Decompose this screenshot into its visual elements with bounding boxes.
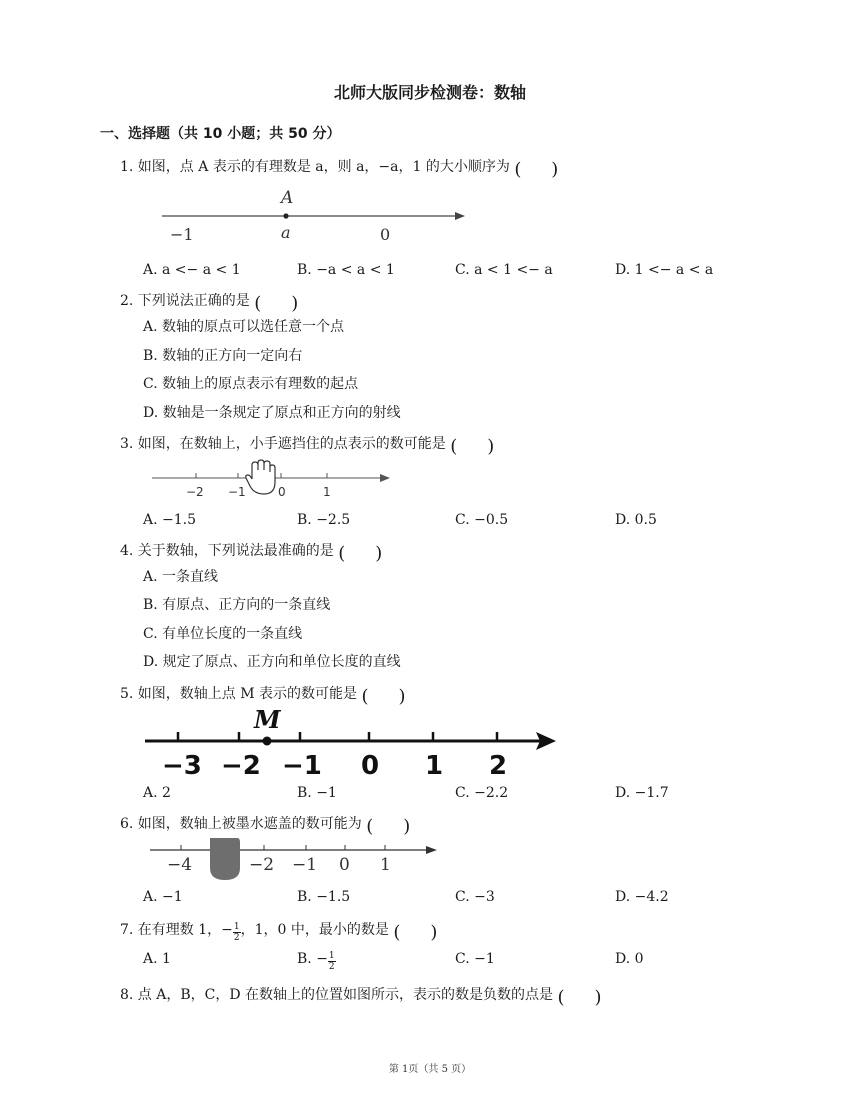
question-7-text: 7. 在有理数 1，− <box>120 922 233 938</box>
ink-blot-icon <box>210 838 240 880</box>
point-a-label: A <box>281 188 294 208</box>
option-a[interactable]: A. −1 <box>143 889 183 905</box>
page-footer: 第 1页（共 5 页） <box>388 1064 472 1075</box>
option-c[interactable]: C. −1 <box>455 951 495 967</box>
option-c[interactable]: C. a < 1 <− a <box>455 262 553 278</box>
tick-label: −2 <box>186 485 204 499</box>
tick-label: −1 <box>282 751 322 781</box>
option-d[interactable]: D. −1.7 <box>615 785 669 801</box>
question-7-stem: 7. 在有理数 1，− $\frac{1}{2}$ ，1，0 中，最小的数是 ( ) <box>120 922 438 943</box>
section-heading: 一、选择题（共 10 小题；共 50 分） <box>100 126 341 142</box>
tick-label: 0 <box>339 855 350 875</box>
question-3-stem: 3. 如图，在数轴上，小手遮挡住的点表示的数可能是 ( ) <box>120 436 495 457</box>
tick-label: 1 <box>380 855 391 875</box>
option-d[interactable]: D. −4.2 <box>615 889 669 905</box>
question-8-text: 8. 点 A，B，C，D 在数轴上的位置如图所示，表示的数是负数的点是 <box>120 987 554 1003</box>
option-d[interactable]: D. 1 <− a < a <box>615 262 714 278</box>
option-d[interactable]: D. 0.5 <box>615 512 657 528</box>
option-a[interactable]: A. −1.5 <box>143 512 197 528</box>
question-1-stem: 1. 如图，点 A 表示的有理数是 a，则 a，−a，1 的大小顺序为 ( ) <box>120 159 559 180</box>
question-5-text: 5. 如图，数轴上点 M 表示的数可能是 <box>120 686 358 702</box>
question-8-stem: 8. 点 A，B，C，D 在数轴上的位置如图所示，表示的数是负数的点是 ( ) <box>120 987 602 1008</box>
option-c[interactable]: C. 数轴上的原点表示有理数的起点 <box>143 376 359 392</box>
tick-label: 0 <box>380 225 391 244</box>
option-b[interactable]: B. −1 <box>297 785 337 801</box>
point-m-label: M <box>254 705 281 734</box>
tick-label: 1 <box>425 751 444 781</box>
question-7-text-tail: ，1，0 中，最小的数是 <box>240 922 389 938</box>
question-6-text: 6. 如图，数轴上被墨水遮盖的数可能为 <box>120 816 362 832</box>
tick-label: −1 <box>228 485 246 499</box>
option-b[interactable]: B. − $\frac{1}{2}$ <box>297 951 335 972</box>
fraction: $\frac{1}{2}$ <box>328 951 335 972</box>
option-c[interactable]: C. 有单位长度的一条直线 <box>143 626 303 642</box>
option-a[interactable]: A. a <− a < 1 <box>143 262 241 278</box>
option-b[interactable]: B. −1.5 <box>297 889 351 905</box>
tick-label: 1 <box>323 485 331 499</box>
tick-label: −2 <box>221 751 261 781</box>
tick-label: 0 <box>278 485 286 499</box>
option-b[interactable]: B. 有原点、正方向的一条直线 <box>143 597 331 613</box>
question-1-text: 1. 如图，点 A 表示的有理数是 a，则 a，−a，1 的大小顺序为 <box>120 159 510 175</box>
question-4-text: 4. 关于数轴，下列说法最准确的是 <box>120 543 334 559</box>
option-d[interactable]: D. 0 <box>615 951 644 967</box>
tick-label: −1 <box>170 225 194 244</box>
option-b[interactable]: B. 数轴的正方向一定向右 <box>143 348 303 364</box>
option-a[interactable]: A. 1 <box>143 951 171 967</box>
tick-label: −3 <box>162 751 202 781</box>
point-a-value: a <box>281 223 291 242</box>
tick-label: −4 <box>167 855 193 875</box>
question-5-stem: 5. 如图，数轴上点 M 表示的数可能是 ( ) <box>120 686 406 707</box>
option-a[interactable]: A. 2 <box>143 785 171 801</box>
option-c[interactable]: C. −3 <box>455 889 495 905</box>
fraction: $\frac{1}{2}$ <box>233 922 240 943</box>
option-b[interactable]: B. −2.5 <box>297 512 351 528</box>
option-d[interactable]: D. 数轴是一条规定了原点和正方向的射线 <box>143 405 401 421</box>
question-3-text: 3. 如图，在数轴上，小手遮挡住的点表示的数可能是 <box>120 436 446 452</box>
question-2-stem: 2. 下列说法正确的是 ( ) <box>120 293 299 314</box>
tick-label: −2 <box>249 855 275 875</box>
question-2-text: 2. 下列说法正确的是 <box>120 293 250 309</box>
tick-label: 2 <box>489 751 508 781</box>
question-4-stem: 4. 关于数轴，下列说法最准确的是 ( ) <box>120 543 383 564</box>
option-a[interactable]: A. 数轴的原点可以选任意一个点 <box>143 319 345 335</box>
option-c[interactable]: C. −0.5 <box>455 512 509 528</box>
tick-label: 0 <box>361 751 380 781</box>
question-6-stem: 6. 如图，数轴上被墨水遮盖的数可能为 ( ) <box>120 816 411 837</box>
option-b[interactable]: B. −a < a < 1 <box>297 262 395 278</box>
tick-label: −1 <box>292 855 318 875</box>
page-title: 北师大版同步检测卷：数轴 <box>333 83 526 102</box>
option-d[interactable]: D. 规定了原点、正方向和单位长度的直线 <box>143 654 401 670</box>
option-a[interactable]: A. 一条直线 <box>143 569 219 585</box>
option-c[interactable]: C. −2.2 <box>455 785 509 801</box>
